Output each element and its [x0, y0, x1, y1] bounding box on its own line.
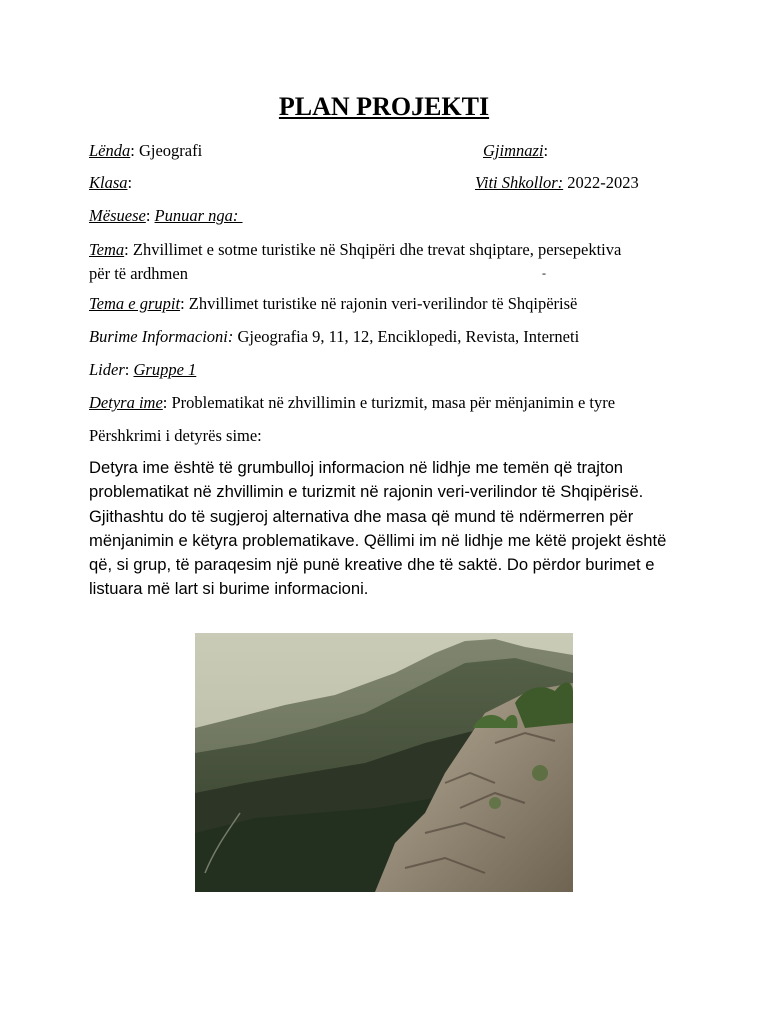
mountain-landscape-photo [195, 633, 573, 892]
topic-label: Tema [89, 240, 125, 259]
description-line: Detyra ime është të grumbulloj informacion në lidhje me temën që trajton [89, 458, 624, 477]
made-by-label: Punuar nga: [154, 206, 243, 225]
teacher-line: Mësuese: Punuar nga: [89, 206, 243, 225]
sources-label: Burime Informacioni: [89, 327, 234, 346]
sources-value: Gjeografia 9, 11, 12, Enciklopedi, Revista, Interneti [237, 327, 580, 346]
group-topic-line: Tema e grupit: Zhvillimet turistike në rajonin veri-verilindor të Shqipërisë [89, 294, 578, 313]
topic-value-line1: Zhvillimet e sotme turistike në Shqipëri dhe trevat shqiptare, persepektiva [132, 240, 622, 259]
task-value: Problematikat në zhvillimin e turizmit, masa për mënjanimin e tyre [171, 393, 616, 412]
description-heading: Përshkrimi i detyrës sime: [89, 426, 262, 445]
group-topic-value: Zhvillimet turistike në rajonin veri-verilindor të Shqipërisë [188, 294, 578, 313]
description-line: që, si grup, të paraqesim një punë kreative dhe të saktë. Do përdor burimet e [89, 555, 655, 575]
school-year-value: 2022-2023 [567, 173, 639, 192]
stray-mark: - [542, 266, 546, 280]
school-label: Gjimnazi [483, 141, 544, 160]
description-line: listuara më lart si burime informacioni. [89, 579, 369, 599]
school-year-label: Viti Shkollor: [475, 173, 564, 192]
description-line: Gjithashtu do të sugjeroj alternativa dhe masa që mund të ndërmerren për [89, 506, 634, 526]
school-year-line [475, 173, 639, 193]
leader-label: Lider [89, 360, 125, 379]
class-label: Klasa [89, 173, 128, 192]
task-label: Detyra ime [89, 393, 163, 412]
class-line: Klasa: [89, 173, 133, 192]
topic-paragraph: Tema: Zhvillimet e sotme turistike në Shqipëri dhe trevat shqiptare, persepektiva për të ardhmen [89, 240, 622, 283]
subject-value: Gjeografi [138, 141, 203, 160]
description-paragraph [89, 456, 669, 602]
description-line: mënjanimin e këtyra problematikave. Qëllimi im në lidhje me këtë projekt është [89, 530, 667, 550]
school-line: Gjimnazi: [483, 141, 549, 160]
page-title: PLAN PROJEKTI [278, 92, 490, 121]
topic-value-line2: për të ardhmen [89, 264, 188, 283]
task-line: Detyra ime: Problematikat në zhvillimin e turizmit, masa për mënjanimin e tyre [89, 393, 616, 412]
leader-value: Gruppe 1 [133, 360, 197, 379]
description-line: problematikat në zhvillimin e turizmit në rajonin veri-verilindor të Shqipërisë. [89, 482, 644, 502]
leader-line: Lider: Gruppe 1 [89, 360, 197, 379]
subject-label: Lënda [89, 141, 131, 160]
subject-line: Lënda: Gjeografi [89, 141, 203, 160]
sources-line [89, 327, 579, 347]
group-topic-label: Tema e grupit [89, 294, 181, 313]
teacher-label: Mësuese [89, 206, 146, 225]
